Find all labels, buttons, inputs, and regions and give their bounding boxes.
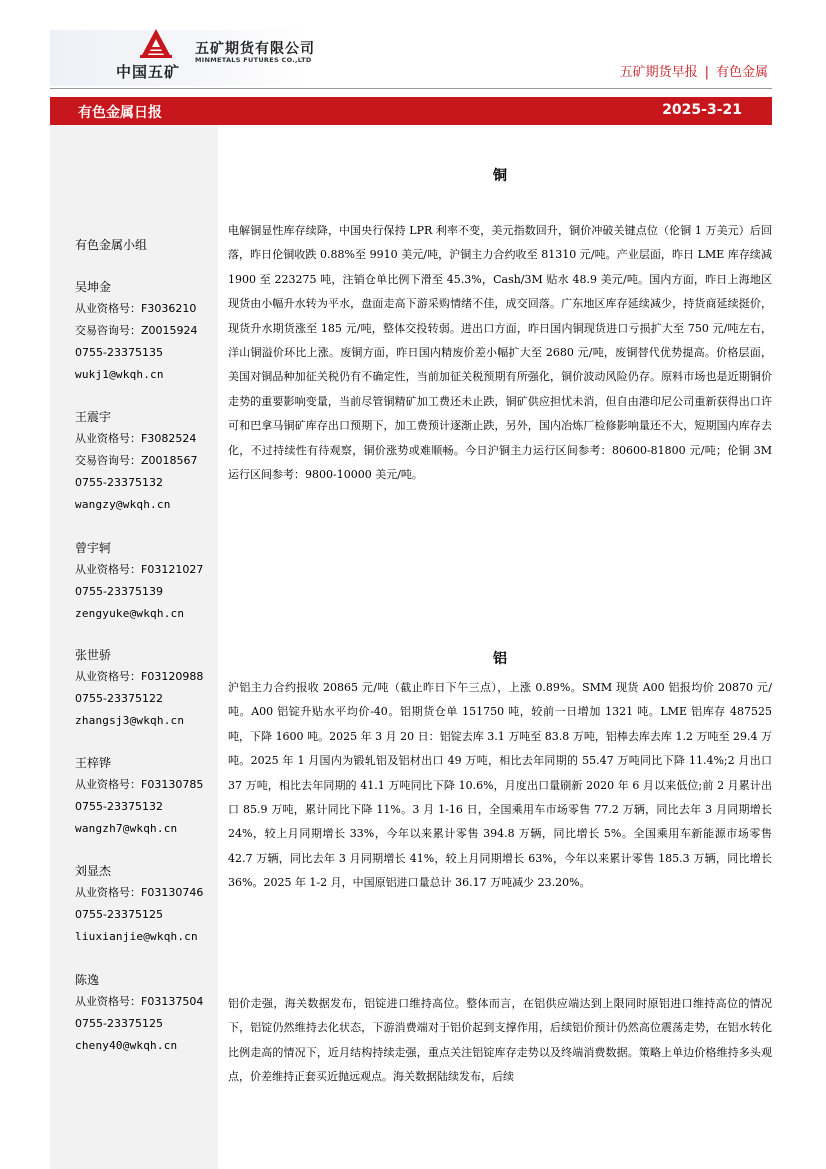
phone-number: 0755-23375122	[75, 692, 163, 705]
email-address[interactable]: zhangsj3@wkqh.cn	[75, 714, 185, 727]
report-category: 有色金属	[715, 65, 768, 80]
phone-number: 0755-23375132	[75, 800, 163, 813]
phone-number: 0755-23375132	[75, 476, 163, 489]
email-address[interactable]: wangzh7@wkqh.cn	[75, 822, 178, 835]
banner-title: 有色金属日报	[78, 105, 162, 121]
analyst-name: 陈逸	[75, 973, 100, 987]
report-name: 五矿期货早报	[619, 65, 698, 80]
page-header	[50, 22, 772, 90]
analyst-sidebar	[50, 125, 218, 1169]
copper-paragraph: 电解铜显性库存续降，中国央行保持 LPR 利率不变，美元指数回升，铜价冲破关键点位（伦铜 1 万美元）后回落，昨日伦铜收跌 0.88%至 9910 美元/吨，沪铜主力合约收至 81310 元/吨。产业层面，昨日 LME 库存续减 1900 至 223275 吨，注销仓单比例下滑至 45.3%，Cash/3M 贴水 48.9 美元/吨。国内方面，昨日上海地区现货由小幅升水转为平水，盘面走高下游采购情绪不佳，成交回落。广东地区库存延续减少，持货商延续挺价，现货升水期货涨至 185 元/吨，整体交投转弱。进出口方面，昨日国内铜现货进口亏损扩大至 750 元/吨左右，洋山铜溢价环比上涨。废铜方面，昨日国内精废价差小幅扩大至 2680 元/吨，废铜替代优势提高。价格层面，美国对铜品种加征关税仍有不确定性，当前加征关税预期有所强化，铜价波动风险仍存。原料市场也是近期铜价走势的重要影响变量，当前尽管铜精矿加工费还未止跌，铜矿供应担忧未消，但自由港印尼公司重新获得出口许可和巴拿马铜矿库存出口预期下，加工费预计逐渐止跌，另外，国内冶炼厂检修影响量还不大，短期国内库存去化，不过持续性有待观察，铜价涨势或难顺畅。今日沪铜主力运行区间参考：80600-81800 元/吨；伦铜 3M 运行区间参考：9800-10000 美元/吨。	[228, 224, 772, 482]
qualification-number: 从业资格号：F03130785	[75, 778, 204, 791]
section-title-aluminum: 铝	[493, 651, 507, 667]
minmetals-emblem-icon	[138, 25, 174, 59]
qualification-number: 从业资格号：F03120988	[75, 670, 204, 683]
analyst-name: 刘显杰	[75, 864, 112, 878]
report-label	[620, 61, 768, 80]
email-address[interactable]: liuxianjie@wkqh.cn	[75, 930, 198, 943]
qualification-number: 从业资格号：F3082524	[75, 432, 197, 445]
analyst-card	[75, 860, 215, 948]
qualification-number: 从业资格号：F03121027	[75, 563, 204, 576]
consulting-number: 交易咨询号：Z0018567	[75, 454, 198, 467]
company-name-cn: 五矿期货有限公司	[195, 41, 315, 57]
consulting-number: 交易咨询号：Z0015924	[75, 324, 198, 337]
group-name: 有色金属小组	[75, 238, 148, 252]
email-address[interactable]: cheny40@wkqh.cn	[75, 1039, 178, 1052]
banner-date: 2025-3-21	[662, 102, 742, 118]
analyst-card	[75, 969, 215, 1057]
email-address[interactable]: wangzy@wkqh.cn	[75, 498, 171, 511]
logo-text: 中国五矿	[116, 63, 181, 81]
analyst-name: 吴坤金	[75, 280, 112, 294]
phone-number: 0755-23375139	[75, 585, 163, 598]
analyst-card	[75, 276, 215, 386]
company-name-en: MINMETALS FUTURES CO.,LTD	[195, 56, 312, 64]
analyst-name: 王梓铧	[75, 756, 112, 770]
section-title-copper: 铜	[493, 168, 507, 184]
analyst-card	[75, 406, 215, 516]
analyst-name: 张世骄	[75, 648, 112, 662]
aluminum-paragraph-2: 铝价走强，海关数据发布，铝锭进口维持高位。整体而言，在铝供应端达到上限同时原铝进口维持高位的情况下，铝锭仍然维持去化状态，下游消费端对于铝价起到支撑作用，后续铝价预计仍然高位震荡走势，在铝水转化比例走高的情况下，近月结构持续走强，重点关注铝锭库存走势以及终端消费数据。策略上单边价格维持多头观点，价差维持正套买近抛远观点。海关数据陆续发布，后续	[228, 997, 772, 1084]
analyst-name: 王震宇	[75, 410, 112, 424]
analyst-name: 曾宇轲	[75, 541, 112, 555]
phone-number: 0755-23375135	[75, 346, 163, 359]
qualification-number: 从业资格号：F03137504	[75, 995, 204, 1008]
title-banner	[50, 97, 772, 125]
qualification-number: 从业资格号：F3036210	[75, 302, 197, 315]
analyst-card	[75, 644, 215, 732]
email-address[interactable]: wukj1@wkqh.cn	[75, 368, 164, 381]
qualification-number: 从业资格号：F03130746	[75, 886, 204, 899]
phone-number: 0755-23375125	[75, 1017, 163, 1030]
email-address[interactable]: zengyuke@wkqh.cn	[75, 607, 185, 620]
analyst-card	[75, 537, 215, 625]
header-separator: |	[704, 65, 709, 80]
analyst-card	[75, 752, 215, 840]
phone-number: 0755-23375125	[75, 908, 163, 921]
header-divider	[50, 88, 772, 89]
aluminum-paragraph-1: 沪铝主力合约报收 20865 元/吨（截止昨日下午三点），上涨 0.89%。SMM 现货 A00 铝报均价 20870 元/吨。A00 铝锭升贴水平均价-40。铝期货仓单 151750 吨，较前一日增加 1321 吨。LME 铝库存 487525 吨，下降 1600 吨。2025 年 3 月 20 日：铝锭去库 3.1 万吨至 83.8 万吨，铝棒去库去库 1.2 万吨至 29.4 万吨。2025 年 1 月国内为锻轧铝及铝材出口 49 万吨，相比去年同期的 55.47 万吨同比下降 11.4%;2 月出口 37 万吨，相比去年同期的 41.1 万吨同比下降 10.6%，月度出口量刷新 2020 年 6 月以来低位;前 2 月累计出口 85.9 万吨，累计同比下降 11%。3 月 1-16 日，全国乘用车市场零售 77.2 万辆，同比去年 3 月同期增长 24%，较上月同期增长 33%，今年以来累计零售 394.8 万辆，同比增长 5%。全国乘用车新能源市场零售 42.7 万辆，同比去年 3 月同期增长 41%，较上月同期增长 63%，今年以来累计零售 185.3 万辆，同比增长 36%。2025 年 1-2 月，中国原铝进口量总计 36.17 万吨减少 23.20%。	[228, 681, 772, 890]
